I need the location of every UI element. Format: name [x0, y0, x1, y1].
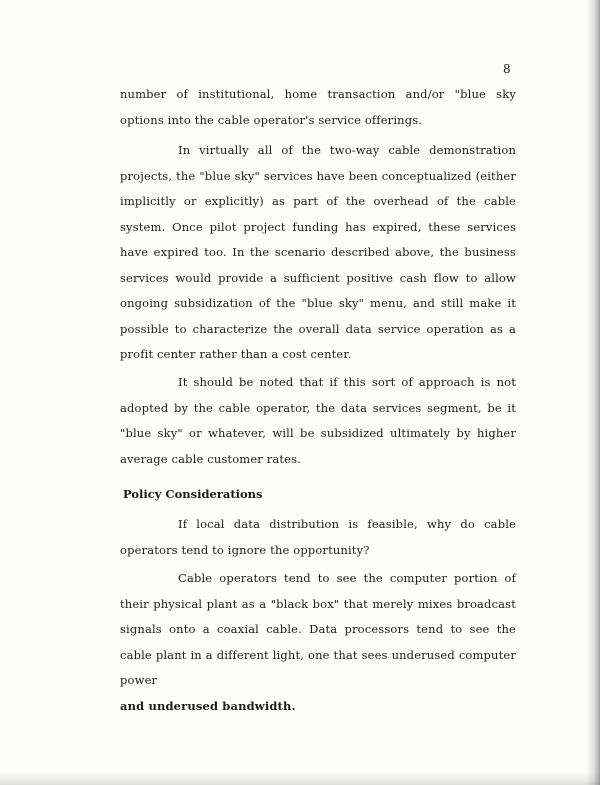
paragraph-5-tail: and underused bandwidth. [120, 698, 296, 713]
paragraph-3-text: It should be noted that if this sort of approach is not adopted by the cable operator, the data services segment, be it "blue sky" or whatever, will be subsidized ultimately by higher average cable customer rates. [120, 375, 516, 466]
paragraph-continuation [120, 82, 516, 133]
paragraph-2-text: In virtually all of the two-way cable demonstration projects, the "blue sky" services have been conceptualized (either implicitly or explicitly) as part of the overhead of the cable system. Once pilot project funding has expired, these services have expired too. In the scenario described above, the business services would provide a sufficient positive cash flow to allow ongoing subsidization of the "blue sky" menu, and still make it possible to characterize the overall data service operation as a profit center rather than a cost center. [120, 143, 516, 361]
paragraph-blue-sky-services [120, 138, 516, 368]
scan-edge-shadow-right [586, 0, 600, 785]
paragraph-4-text: If local data distribution is feasible, why do cable operators tend to ignore the opportunity? [120, 517, 516, 557]
paragraph-black-box [120, 566, 516, 719]
section-heading: Policy Considerations [123, 487, 263, 501]
paragraph-subsidy-note [120, 370, 516, 472]
page-number: 8 [503, 62, 511, 76]
paragraph-5-text: Cable operators tend to see the computer portion of their physical plant as a "black box" that merely mixes broadcast signals onto a coaxial cable. Data processors tend to see the cable plant in a different light, one that sees underused computer power [120, 571, 516, 687]
paragraph-question [120, 512, 516, 563]
paragraph-1-text: number of institutional, home transaction and/or "blue sky options into the cable operator's service offerings. [120, 87, 516, 127]
scan-edge-shadow-bottom [0, 771, 600, 785]
